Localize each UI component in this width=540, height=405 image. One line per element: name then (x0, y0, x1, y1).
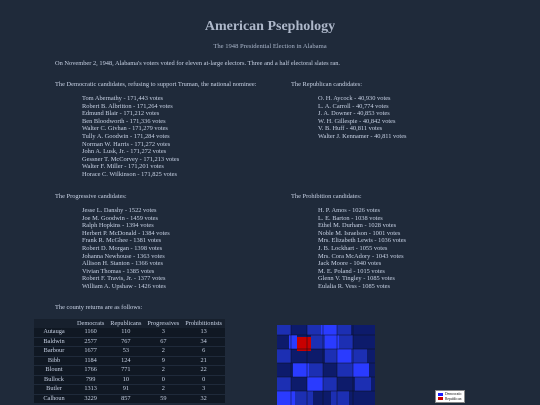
candidate-entry: V. B. Huff - 40,811 votes (318, 125, 383, 133)
map-county (323, 363, 337, 377)
vote-count-cell: 13 (182, 328, 225, 337)
table-row (34, 385, 225, 395)
map-county (277, 325, 291, 335)
map-county (321, 325, 337, 335)
candidate-entry: J. A. Downer - 40,853 votes (318, 110, 390, 118)
table-row (34, 328, 225, 337)
candidate-entry: Walter J. Kennamer - 40,811 votes (318, 132, 407, 140)
candidate-entry: Walter C. Givhan - 171,279 votes (82, 125, 168, 133)
candidate-entry: Tom Abernathy - 171,443 votes (82, 95, 164, 102)
candidate-entry: Jack Moore - 1040 votes (318, 260, 382, 268)
table-row (34, 375, 225, 385)
map-county (337, 349, 351, 363)
map-county (277, 349, 291, 363)
candidate-entry: M. E. Poland - 1015 votes (318, 267, 385, 275)
candidate-entry: L. E. Barton - 1038 votes (318, 214, 383, 222)
county-returns-label: The county returns are as follows: (55, 304, 143, 311)
vote-count-cell: 21 (182, 356, 225, 366)
candidate-entry: Gessner T. McCorvey - 171,213 votes (82, 155, 180, 163)
map-county (307, 325, 321, 335)
map-county (337, 377, 355, 391)
vote-count-cell: 1160 (74, 328, 107, 337)
candidate-entry: Herbert P. McDonald - 1384 votes (82, 229, 170, 237)
candidate-entry: William A. Upshaw - 1426 votes (82, 282, 166, 290)
map-county (307, 377, 323, 391)
vote-count-cell: 110 (107, 328, 144, 337)
table-row (34, 337, 225, 347)
table-row (34, 356, 225, 366)
map-county (323, 377, 337, 391)
candidate-entry: Robert B. Albritton - 171,264 votes (82, 102, 173, 110)
map-county (313, 391, 331, 405)
map-county (331, 391, 349, 405)
legend-swatch-democratic (438, 393, 443, 396)
candidate-entry: Robert F. Travis, Jr. - 1377 votes (82, 275, 166, 283)
candidate-entry: Ralph Hopkins - 1394 votes (82, 222, 154, 230)
progressive-candidates-label: The Progressive candidates: (55, 193, 127, 200)
vote-count-cell: 3229 (74, 394, 107, 404)
county-name-cell: Baldwin (34, 337, 74, 347)
candidate-entry: Mrs. Elizabeth Lewis - 1036 votes (318, 237, 407, 245)
legend-swatch-republican (438, 397, 443, 400)
county-name-cell: Barbour (34, 347, 74, 357)
county-name-cell: Calhoun (34, 394, 74, 404)
vote-count-cell: 771 (107, 366, 144, 376)
prohibition-candidate-list (318, 207, 406, 291)
column-header: Republicans (107, 319, 144, 328)
candidate-entry: Ethel M. Durham - 1028 votes (318, 222, 397, 230)
vote-count-cell: 32 (182, 394, 225, 404)
legend-label-republican: Republican (445, 396, 462, 401)
vote-count-cell: 6 (182, 347, 225, 357)
candidate-entry: Allison H. Stanton - 1366 votes (82, 260, 163, 268)
candidate-entry: Noble M. Israelson - 1001 votes (318, 229, 401, 237)
candidate-entry: Jesse L. Danshy - 1522 votes (82, 207, 157, 214)
column-header: Prohibitionists (182, 319, 225, 328)
democratic-candidate-list (82, 95, 179, 179)
vote-count-cell: 91 (107, 385, 144, 395)
map-county (277, 335, 289, 349)
map-legend (435, 390, 465, 403)
map-county (291, 325, 307, 335)
vote-count-cell: 1184 (74, 356, 107, 366)
candidate-entry: Norman W. Harris - 171,272 votes (82, 140, 171, 148)
intro-paragraph: On November 2, 1948, Alabama's voters voted for eleven at-large electors. Three and a half electoral slates ran. (55, 60, 341, 67)
county-returns-table (34, 319, 225, 404)
county-name-cell: Bullock (34, 375, 74, 385)
vote-count-cell: 0 (144, 375, 182, 385)
candidate-entry: Mrs. Cora McAdory - 1043 votes (318, 252, 404, 260)
vote-count-cell: 2577 (74, 337, 107, 347)
map-county (277, 391, 295, 405)
vote-count-cell: 2 (144, 366, 182, 376)
table-row (34, 347, 225, 357)
vote-count-cell: 2 (144, 347, 182, 357)
vote-count-cell: 857 (107, 394, 144, 404)
legend-label-democratic: Democratic (445, 392, 462, 396)
candidate-entry: Horace C. Wilkinson - 171,825 votes (82, 170, 177, 178)
map-county (277, 377, 291, 391)
candidate-entry: John A. Lusk, Jr. - 171,272 votes (82, 148, 167, 156)
vote-count-cell: 0 (182, 375, 225, 385)
table-row (34, 394, 225, 404)
candidate-entry: Ben Bloodworth - 171,336 votes (82, 117, 166, 125)
candidate-entry: Frank R. McGhee - 1381 votes (82, 237, 162, 245)
map-county (337, 363, 353, 377)
democratic-candidates-label: The Democratic candidates, refusing to support Truman, the national nominee: (55, 81, 257, 88)
map-county (349, 391, 371, 405)
column-header (34, 319, 74, 328)
map-county (291, 377, 307, 391)
vote-count-cell: 767 (107, 337, 144, 347)
candidate-entry: Robert D. Morgan - 1398 votes (82, 244, 163, 252)
candidate-entry: L. A. Carroll - 40,774 votes (318, 102, 389, 110)
vote-count-cell: 53 (107, 347, 144, 357)
candidate-entry: Eulalia R. Vess - 1085 votes (318, 282, 390, 290)
site-title: American Psephology (204, 19, 336, 34)
map-county (355, 377, 371, 391)
vote-count-cell: 22 (182, 366, 225, 376)
candidate-entry: Johanna Newhouse - 1363 votes (82, 252, 165, 260)
vote-count-cell: 59 (144, 394, 182, 404)
candidate-entry: Walter F. Miller - 171,201 votes (82, 163, 164, 171)
column-header: Progressives (144, 319, 182, 328)
candidate-entry: Vivian Thomas - 1385 votes (82, 267, 155, 275)
vote-count-cell: 3 (144, 328, 182, 337)
candidate-entry: Joe M. Goodwin - 1459 votes (82, 214, 158, 222)
map-county (277, 363, 293, 377)
county-name-cell: Blount (34, 366, 74, 376)
table-row (34, 366, 225, 376)
vote-count-cell: 34 (182, 337, 225, 347)
county-name-cell: Autauga (34, 328, 74, 337)
map-county (351, 349, 367, 363)
map-county (353, 363, 369, 377)
map-county (295, 391, 313, 405)
vote-count-cell: 67 (144, 337, 182, 347)
progressive-candidate-list (82, 207, 170, 291)
candidate-entry: Tully A. Goodwin - 171,284 votes (82, 132, 170, 140)
legend-item-republican (438, 397, 462, 402)
vote-count-cell: 799 (74, 375, 107, 385)
page-subtitle: The 1948 Presidential Election in Alabama (213, 43, 327, 50)
county-name-cell: Butler (34, 385, 74, 395)
map-county (309, 363, 323, 377)
map-county (339, 335, 353, 349)
candidate-entry: H. P. Amos - 1026 votes (318, 207, 380, 214)
column-header: Democrats (74, 319, 107, 328)
map-county (289, 335, 297, 349)
vote-count-cell: 1313 (74, 385, 107, 395)
candidate-entry: O. H. Aycock - 40,930 votes (318, 95, 391, 102)
republican-candidates-label: The Republican candidates: (291, 81, 362, 88)
vote-count-cell: 10 (107, 375, 144, 385)
candidate-entry: J. B. Lockhart - 1055 votes (318, 244, 388, 252)
vote-count-cell: 1677 (74, 347, 107, 357)
prohibition-candidates-label: The Prohibition candidates: (291, 193, 362, 200)
map-county (325, 349, 337, 363)
map-county (337, 325, 351, 335)
map-county (293, 363, 309, 377)
map-county (353, 335, 365, 349)
candidate-entry: W. H. Gillespie - 40,842 votes (318, 117, 396, 125)
table-header-row (34, 319, 225, 328)
candidate-entry: Edmund Blair - 171,212 votes (82, 110, 160, 118)
vote-count-cell: 124 (107, 356, 144, 366)
vote-count-cell: 2 (144, 385, 182, 395)
vote-count-cell: 9 (144, 356, 182, 366)
candidate-entry: Glenn V. Tingley - 1085 votes (318, 275, 395, 283)
republican-candidate-list (318, 95, 407, 141)
vote-count-cell: 1766 (74, 366, 107, 376)
county-name-cell: Bibb (34, 356, 74, 366)
vote-count-cell: 3 (182, 385, 225, 395)
county-map (277, 325, 375, 405)
